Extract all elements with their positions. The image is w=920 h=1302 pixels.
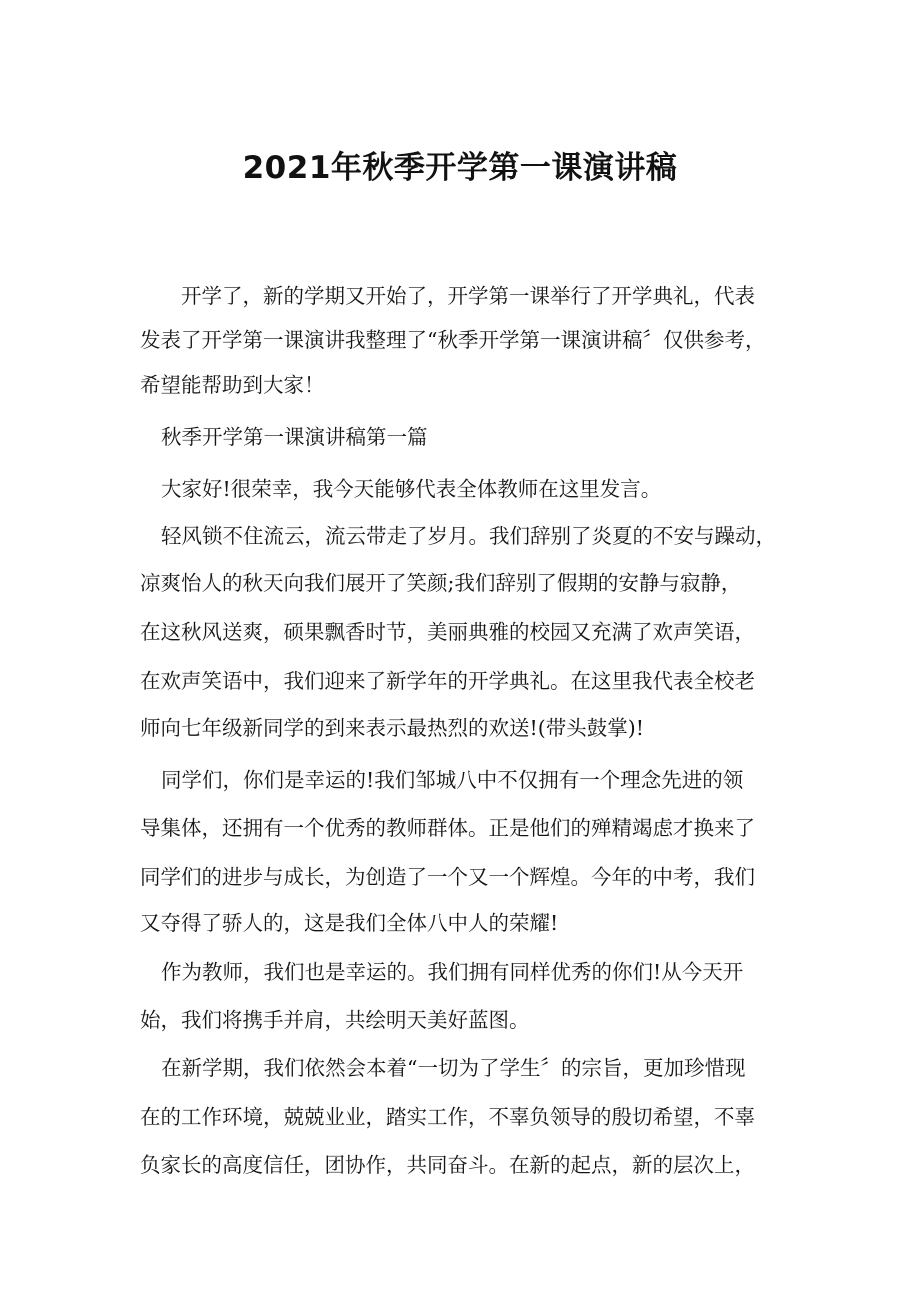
paragraph-line: 始，我们将携手并肩，共绘明天美好蓝图。	[140, 1008, 530, 1032]
paragraph-line: 凉爽怡人的秋天向我们展开了笑颜;我们辞别了假期的安静与寂静，	[140, 571, 742, 595]
document-title: 2021年秋季开学第一课演讲稿	[242, 150, 678, 186]
paragraph-line: 师向七年级新同学的到来表示最热烈的欢送!(带头鼓掌)!	[140, 716, 644, 740]
paragraph-line: 在这秋风送爽，硕果飘香时节，美丽典雅的校园又充满了欢声笑语，	[140, 620, 755, 644]
paragraph-line: 在的工作环境，兢兢业业，踏实工作，不辜负领导的殷切希望，不辜	[140, 1105, 755, 1129]
paragraph-intro-line: 希望能帮助到大家！	[140, 373, 325, 397]
paragraph-line: 轻风锁不住流云，流云带走了岁月。我们辞别了炎夏的不安与躁动，	[161, 524, 776, 548]
paragraph-intro-line: 发表了开学第一课演讲我整理了“秋季开学第一课演讲稿〞仅供参考，	[140, 328, 766, 352]
paragraph-line: 在新学期，我们依然会本着“一切为了学生〞的宗旨，更加珍惜现	[161, 1056, 746, 1080]
paragraph-greeting: 大家好!很荣幸，我今天能够代表全体教师在这里发言。	[161, 477, 662, 501]
paragraph-line: 在欢声笑语中，我们迎来了新学年的开学典礼。在这里我代表全校老	[140, 669, 755, 693]
paragraph-line: 又夺得了骄人的，这是我们全体八中人的荣耀!	[140, 911, 559, 935]
section-heading: 秋季开学第一课演讲稿第一篇	[161, 425, 428, 449]
paragraph-line: 负家长的高度信任，团协作，共同奋斗。在新的起点，新的层次上，	[140, 1153, 755, 1177]
paragraph-line: 导集体，还拥有一个优秀的教师群体。正是他们的殚精竭虑才换来了	[140, 816, 755, 840]
paragraph-line: 作为教师，我们也是幸运的。我们拥有同样优秀的你们!从今天开	[161, 960, 744, 984]
paragraph-line: 同学们，你们是幸运的!我们邹城八中不仅拥有一个理念先进的领	[161, 768, 744, 792]
paragraph-intro-line: 开学了，新的学期又开始了，开学第一课举行了开学典礼，代表	[181, 284, 755, 308]
paragraph-line: 同学们的进步与成长，为创造了一个又一个辉煌。今年的中考，我们	[140, 865, 755, 889]
